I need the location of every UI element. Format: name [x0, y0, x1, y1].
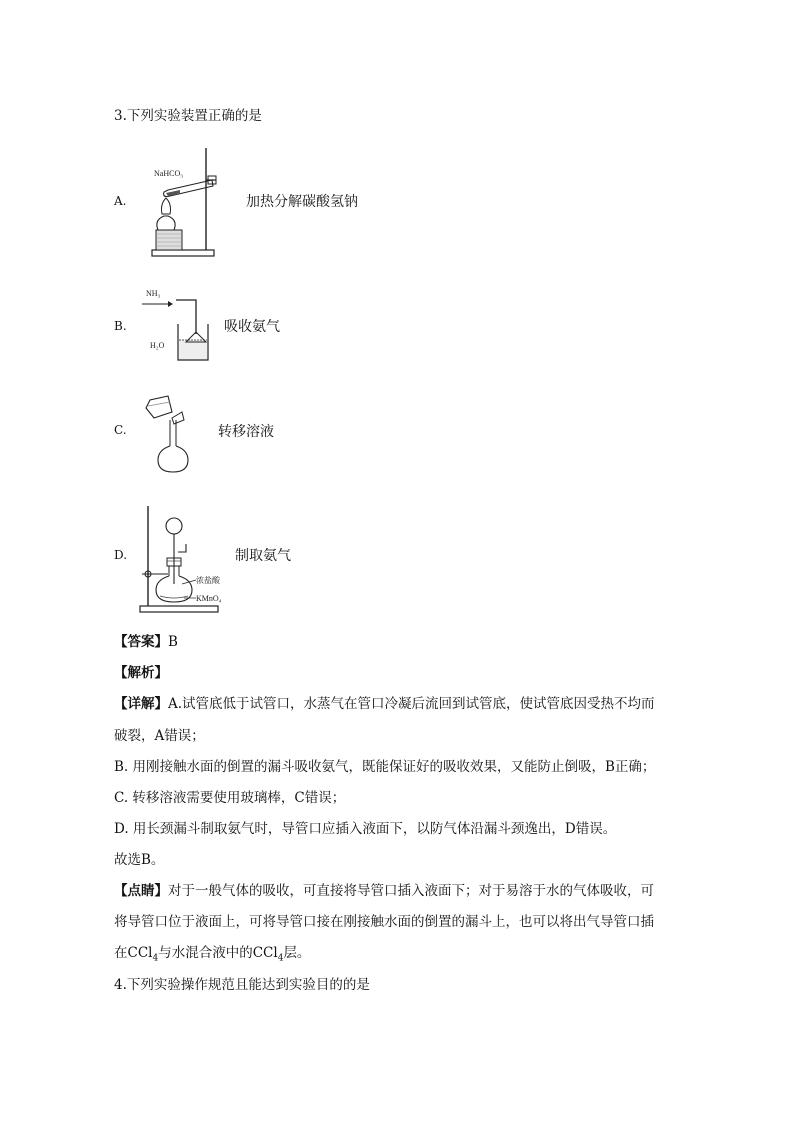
option-c-figure [142, 390, 202, 474]
answer-line [114, 632, 178, 652]
detail-line-4: C. 转移溶液需要使用玻璃棒，C错误； [114, 790, 346, 806]
option-c-letter: C. [114, 423, 127, 437]
option-d-figure [138, 504, 238, 614]
question-4-title: 4.下列实验操作规范且能达到实验目的的是 [114, 977, 370, 993]
analysis-label: 【解析】 [114, 665, 168, 681]
tip-sub-1: 4 [152, 953, 159, 964]
tip-text-3b: 与水混合液中的CCl [158, 945, 278, 961]
detail-line-1 [114, 694, 655, 714]
detail-label: 【详解】 [114, 696, 168, 712]
fig-d-label-hcl: 浓盐酸 [196, 576, 220, 585]
tip-line-1 [114, 881, 654, 901]
option-a-caption: 加热分解碳酸氢钠 [246, 194, 358, 210]
option-b-letter: B. [114, 319, 127, 333]
option-b-caption: 吸收氨气 [224, 319, 280, 335]
fig-d-label-kmno4: KMnO₄ [196, 594, 222, 603]
option-d-letter: D. [114, 548, 128, 562]
option-d-caption: 制取氨气 [235, 548, 291, 564]
detail-text-1: A.试管底低于试管口，水蒸气在管口冷凝后流回到试管底，使试管底因受热不均而 [168, 696, 655, 712]
option-b-figure [140, 284, 214, 364]
fig-b-label-nh3: NH₃ [146, 289, 161, 298]
fig-b-label-h2o: H₂O [150, 341, 165, 350]
detail-line-2: 破裂，A错误； [114, 728, 205, 744]
detail-line-3: B. 用刚接触水面的倒置的漏斗吸收氨气，既能保证好的吸收效果，又能防止倒吸，B正确； [114, 759, 656, 775]
tip-text-3c: 层。 [283, 945, 311, 961]
tip-text-1: 对于一般气体的吸收，可直接将导管口插入液面下；对于易溶于水的气体吸收，可 [168, 883, 654, 899]
option-a-figure [150, 146, 230, 262]
detail-line-6: 故选B。 [114, 852, 165, 868]
option-c-caption: 转移溶液 [218, 424, 274, 440]
tip-line-3 [114, 943, 310, 969]
fig-a-label: NaHCO₃ [154, 169, 184, 178]
detail-line-5: D. 用长颈漏斗制取氨气时，导管口应插入液面下，以防气体沿漏斗颈逸出，D错误。 [114, 821, 617, 837]
answer-value: B [168, 634, 178, 650]
question-3-title: 3.下列实验装置正确的是 [114, 108, 262, 124]
tip-label: 【点睛】 [114, 883, 168, 899]
option-a-letter: A. [114, 194, 127, 208]
tip-text-3a: 在CCl [114, 945, 153, 961]
tip-sub-2: 4 [277, 953, 284, 964]
answer-label: 【答案】 [114, 634, 168, 650]
tip-line-2: 将导管口位于液面上，可将导管口接在刚接触水面的倒置的漏斗上，也可以将出气导管口插 [114, 914, 654, 930]
